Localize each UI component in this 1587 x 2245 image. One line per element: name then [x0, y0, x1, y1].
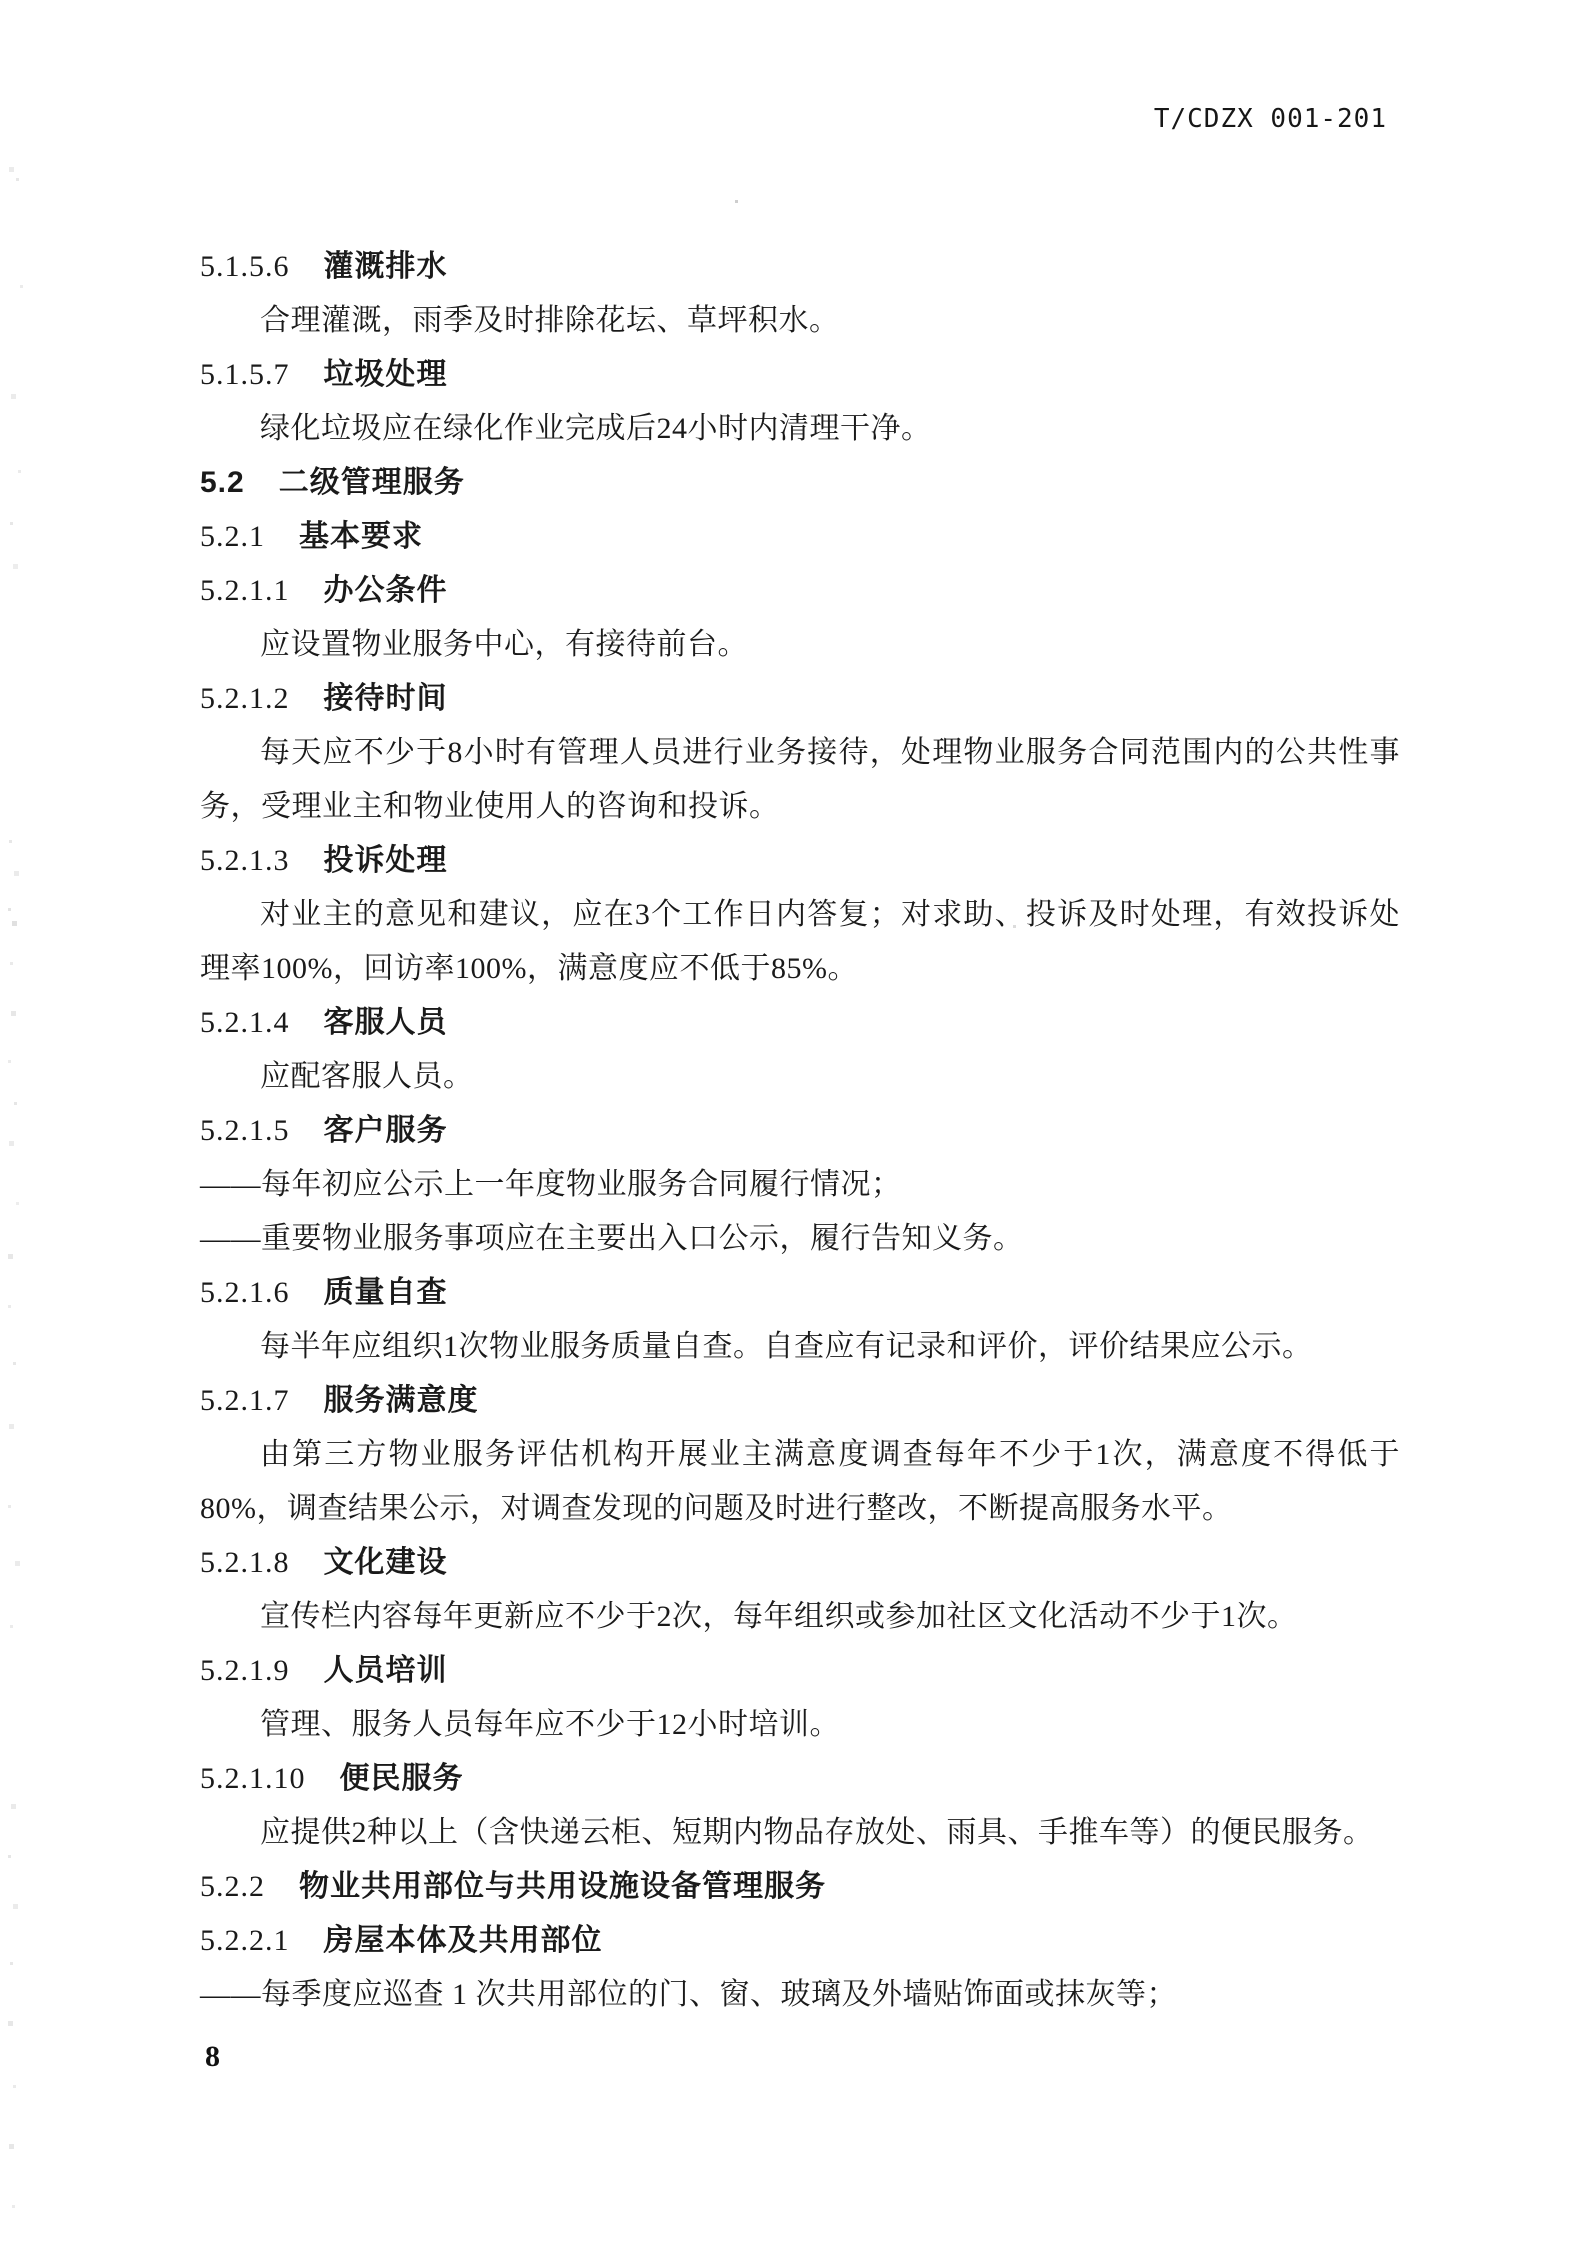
section-heading — [200, 564, 1400, 618]
section-title: 质量自查 — [323, 1276, 448, 1309]
paragraph: 由第三方物业服务评估机构开展业主满意度调查每年不少于1次，满意度不得低于80%，调查结果公示，对调查发现的问题及时进行整改，不断提高服务水平。 — [200, 1438, 1400, 1525]
section-number: 5.2.2 — [200, 1870, 265, 1903]
paragraph: 管理、服务人员每年应不少于12小时培训。 — [260, 1708, 840, 1741]
section-title: 接待时间 — [323, 682, 448, 715]
section-number: 5.1.5.6 — [200, 250, 290, 283]
section-number: 5.2.2.1 — [200, 1924, 290, 1957]
dash-item: ——每年初应公示上一年度物业服务合同履行情况； — [200, 1168, 902, 1201]
section-number: 5.2.1.3 — [200, 844, 290, 877]
section-title: 投诉处理 — [323, 844, 448, 877]
section-number: 5.2.1.6 — [200, 1276, 290, 1309]
section-heading — [200, 1914, 1400, 1968]
paragraph: 绿化垃圾应在绿化作业完成后24小时内清理干净。 — [260, 412, 932, 445]
section-number: 5.2.1 — [200, 520, 265, 553]
standard-code: T/CDZX 001-201 — [1153, 104, 1387, 134]
section-heading — [200, 348, 1400, 402]
section-title: 垃圾处理 — [323, 358, 448, 391]
section-heading — [200, 672, 1400, 726]
section-title: 便民服务 — [339, 1762, 464, 1795]
section-heading — [200, 834, 1400, 888]
section-heading — [200, 510, 1400, 564]
page-number: 8 — [205, 2040, 220, 2073]
dash-item: ——重要物业服务事项应在主要出入口公示，履行告知义务。 — [200, 1222, 1024, 1255]
section-title: 人员培训 — [323, 1654, 448, 1687]
scan-noise — [0, 0, 3, 3]
section-heading — [200, 240, 1400, 294]
paragraph: 对业主的意见和建议，应在3个工作日内答复；对求助、投诉及时处理，有效投诉处理率100%，回访率100%，满意度应不低于85%。 — [200, 898, 1400, 985]
paragraph: 应配客服人员。 — [260, 1060, 474, 1093]
document-body — [200, 240, 1400, 2022]
section-heading — [200, 1644, 1400, 1698]
section-number: 5.2.1.1 — [200, 574, 290, 607]
section-title: 服务满意度 — [323, 1384, 479, 1417]
section-heading — [200, 1860, 1400, 1914]
section-heading — [200, 456, 1400, 510]
section-title: 基本要求 — [299, 520, 423, 553]
paragraph: 合理灌溉，雨季及时排除花坛、草坪积水。 — [260, 304, 840, 337]
paragraph: 每半年应组织1次物业服务质量自查。自查应有记录和评价，评价结果应公示。 — [260, 1330, 1313, 1363]
section-title: 房屋本体及共用部位 — [323, 1924, 603, 1957]
paragraph: 应提供2种以上（含快递云柜、短期内物品存放处、雨具、手推车等）的便民服务。 — [260, 1816, 1374, 1849]
paragraph: 每天应不少于8小时有管理人员进行业务接待，处理物业服务合同范围内的公共性事务，受理业主和物业使用人的咨询和投诉。 — [200, 736, 1400, 823]
section-title: 客户服务 — [323, 1114, 448, 1147]
section-number: 5.2.1.5 — [200, 1114, 290, 1147]
section-number: 5.2.1.8 — [200, 1546, 290, 1579]
paragraph: 应设置物业服务中心，有接待前台。 — [260, 628, 748, 661]
section-heading — [200, 1536, 1400, 1590]
section-title: 二级管理服务 — [278, 466, 465, 499]
dash-item: ——每季度应巡查 1 次共用部位的门、窗、玻璃及外墙贴饰面或抹灰等； — [200, 1978, 1177, 2011]
paragraph: 宣传栏内容每年更新应不少于2次，每年组织或参加社区文化活动不少于1次。 — [260, 1600, 1298, 1633]
section-number: 5.2.1.9 — [200, 1654, 290, 1687]
section-heading — [200, 1752, 1400, 1806]
section-heading — [200, 1266, 1400, 1320]
section-title: 办公条件 — [323, 574, 448, 607]
section-title: 文化建设 — [323, 1546, 448, 1579]
section-heading — [200, 1374, 1400, 1428]
section-number: 5.2.1.10 — [200, 1762, 306, 1795]
section-number: 5.2.1.7 — [200, 1384, 290, 1417]
section-heading — [200, 996, 1400, 1050]
section-number: 5.2.1.4 — [200, 1006, 290, 1039]
section-title: 客服人员 — [323, 1006, 448, 1039]
section-title: 灌溉排水 — [323, 250, 448, 283]
section-number: 5.2.1.2 — [200, 682, 290, 715]
section-title: 物业共用部位与共用设施设备管理服务 — [299, 1870, 826, 1903]
section-number: 5.1.5.7 — [200, 358, 290, 391]
section-number: 5.2 — [200, 466, 245, 499]
section-heading — [200, 1104, 1400, 1158]
